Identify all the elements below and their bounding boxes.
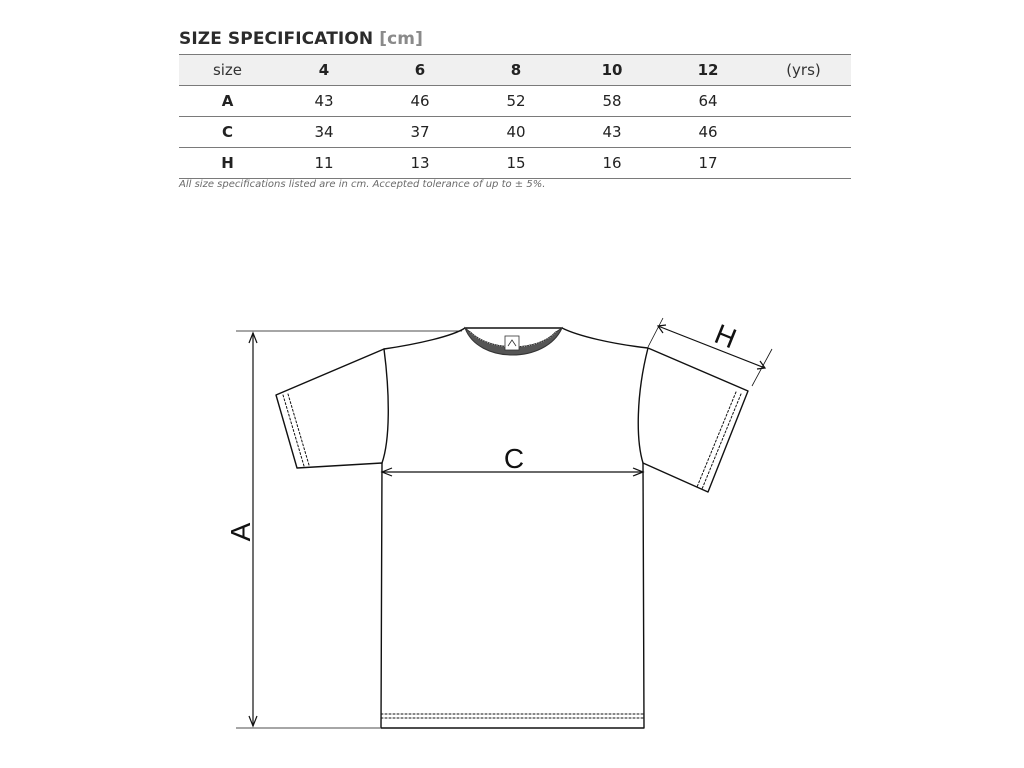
- dim-c-label: C: [503, 443, 525, 474]
- table-cell: 13: [372, 148, 468, 179]
- table-header-cell: (yrs): [756, 55, 851, 86]
- dim-h-label: H: [710, 318, 741, 355]
- table-cell: 16: [564, 148, 660, 179]
- row-label: C: [179, 117, 276, 148]
- dim-h-ext-right: [752, 349, 772, 386]
- left-armhole: [382, 349, 388, 463]
- right-armhole: [638, 348, 648, 463]
- right-sleeve-stitch: [697, 392, 736, 487]
- table-cell: 46: [660, 117, 756, 148]
- table-cell: 52: [468, 86, 564, 117]
- table-cell: 15: [468, 148, 564, 179]
- left-sleeve-stitch: [288, 394, 309, 465]
- right-sleeve-stitch: [702, 394, 741, 489]
- dim-h-ext-left: [648, 318, 663, 347]
- table-header-cell: 4: [276, 55, 372, 86]
- table-cell: 58: [564, 86, 660, 117]
- table-cell: 64: [660, 86, 756, 117]
- table-cell: 46: [372, 86, 468, 117]
- table-header-cell: 6: [372, 55, 468, 86]
- tolerance-note: All size specifications listed are in cm. Accepted tolerance of up to ± 5%.: [179, 179, 546, 190]
- table-cell: 37: [372, 117, 468, 148]
- table-header-cell: size: [179, 55, 276, 86]
- row-label: A: [179, 86, 276, 117]
- table-cell: 43: [276, 86, 372, 117]
- table-cell: 11: [276, 148, 372, 179]
- table-cell: 43: [564, 117, 660, 148]
- row-label: H: [179, 148, 276, 179]
- neck-label: [505, 336, 519, 350]
- dim-a-label: A: [225, 522, 256, 542]
- title-text: SIZE SPECIFICATION: [179, 29, 374, 49]
- table-header-cell: 8: [468, 55, 564, 86]
- tshirt-outline: [276, 328, 748, 728]
- table-cell: 40: [468, 117, 564, 148]
- table-header-cell: 12: [660, 55, 756, 86]
- title-unit: [cm]: [379, 29, 423, 49]
- table-cell: 34: [276, 117, 372, 148]
- table-cell: 17: [660, 148, 756, 179]
- table-header-cell: 10: [564, 55, 660, 86]
